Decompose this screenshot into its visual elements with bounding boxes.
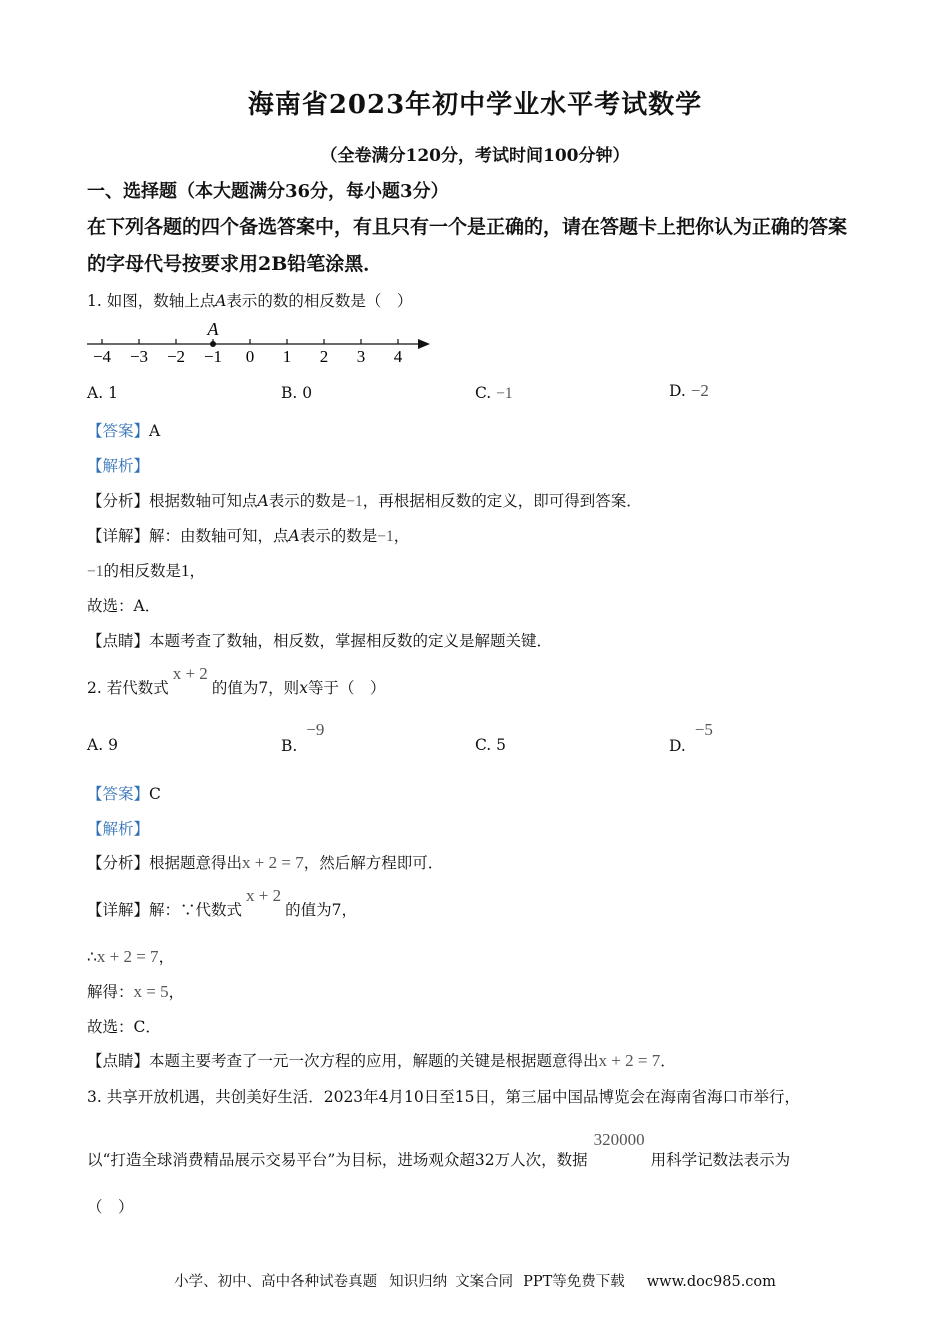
tick-label: 4 bbox=[393, 347, 403, 366]
instruction-line-2: 的字母代号按要求用2B铅笔涂黑． bbox=[87, 253, 383, 275]
question-1-stem: 1. 如图，数轴上点A表示的数的相反数是（ ） bbox=[87, 292, 413, 310]
q2-analysis: 【分析】根据题意得出x + 2 = 7，然后解方程即可． bbox=[87, 853, 444, 872]
tick-label: 3 bbox=[356, 347, 366, 366]
q2-comment: 【点睛】本题主要考查了一元一次方程的应用，解题的关键是根据题意得出x + 2 = 7． bbox=[87, 1051, 676, 1070]
tick-label: −4 bbox=[92, 347, 112, 366]
q1-explain-label: 【解析】 bbox=[87, 457, 150, 475]
question-3-line-3: （ ） bbox=[87, 1198, 134, 1216]
number-line bbox=[80, 318, 440, 370]
q1-option-c[interactable]: C. −1 bbox=[475, 384, 513, 402]
q2-answer: 【答案】C bbox=[87, 785, 161, 803]
q2-explain-label: 【解析】 bbox=[87, 820, 150, 838]
q1-detail-line-1: 【详解】解：由数轴可知，点A表示的数是−1， bbox=[87, 527, 410, 545]
question-2-stem: 2. 若代数式x + 2的值为7，则x等于（ ） bbox=[87, 664, 386, 697]
point-a-label: A bbox=[207, 319, 219, 339]
tick-label: 1 bbox=[282, 347, 292, 366]
footer-website-link[interactable]: www.doc985.com bbox=[646, 1274, 776, 1290]
exam-info: （全卷满分120分，考试时间100分钟） bbox=[320, 146, 630, 166]
q1-detail-line-2: −1的相反数是1， bbox=[87, 561, 206, 580]
q2-option-d[interactable]: D. −5 bbox=[669, 720, 713, 755]
point-a-dot bbox=[210, 341, 216, 347]
tick-label: 2 bbox=[319, 347, 329, 366]
tick-label: 0 bbox=[245, 347, 255, 366]
q2-solve: 解得：x = 5， bbox=[87, 982, 185, 1001]
q1-choose: 故选：A． bbox=[87, 597, 161, 615]
q1-analysis: 【分析】根据数轴可知点A表示的数是−1，再根据相反数的定义，即可得到答案． bbox=[87, 492, 642, 510]
footer bbox=[0, 1270, 950, 1291]
q2-option-c[interactable]: C. 5 bbox=[475, 736, 507, 754]
tick-label: −2 bbox=[166, 347, 186, 366]
footer-text-3: 文案合同 bbox=[455, 1274, 514, 1290]
q2-detail: 【详解】解：∵代数式x + 2的值为7， bbox=[87, 886, 357, 919]
question-3-line-2: 以“打造全球消费精品展示交易平台”为目标，进场观众超32万人次，数据320000用科学记数法表示为 bbox=[87, 1130, 791, 1169]
number-line-arrow bbox=[418, 339, 430, 349]
footer-text-1: 小学、初中、高中各种试卷真题 bbox=[174, 1274, 378, 1290]
tick-label: −3 bbox=[129, 347, 149, 366]
q1-option-b[interactable]: B. 0 bbox=[281, 384, 313, 402]
instruction-line-1: 在下列各题的四个备选答案中，有且只有一个是正确的，请在答题卡上把你认为正确的答案 bbox=[87, 216, 848, 238]
footer-text-2: 知识归纳 bbox=[389, 1274, 448, 1290]
page-title: 海南省2023年初中学业水平考试数学 bbox=[247, 90, 703, 120]
footer-text-4: PPT等免费下载 bbox=[523, 1274, 625, 1290]
q1-option-a[interactable]: A. 1 bbox=[87, 384, 118, 402]
q2-therefore: ∴x + 2 = 7， bbox=[87, 947, 175, 966]
q1-answer: 【答案】A bbox=[87, 422, 161, 440]
section-heading: 一、选择题（本大题满分36分，每小题3分） bbox=[87, 181, 449, 202]
q2-option-b[interactable]: B. −9 bbox=[281, 720, 325, 755]
tick-label: −1 bbox=[203, 347, 223, 366]
q1-comment: 【点睛】本题考查了数轴，相反数，掌握相反数的定义是解题关键． bbox=[87, 632, 553, 650]
q2-option-a[interactable]: A. 9 bbox=[87, 736, 118, 754]
q2-choose: 故选：C． bbox=[87, 1018, 161, 1036]
question-3-line-1: 3. 共享开放机遇，共创美好生活．2023年4月10日至15日，第三届中国品博览会在海南省海口市举行， bbox=[87, 1088, 800, 1106]
q1-option-d[interactable]: D. −2 bbox=[669, 381, 709, 400]
